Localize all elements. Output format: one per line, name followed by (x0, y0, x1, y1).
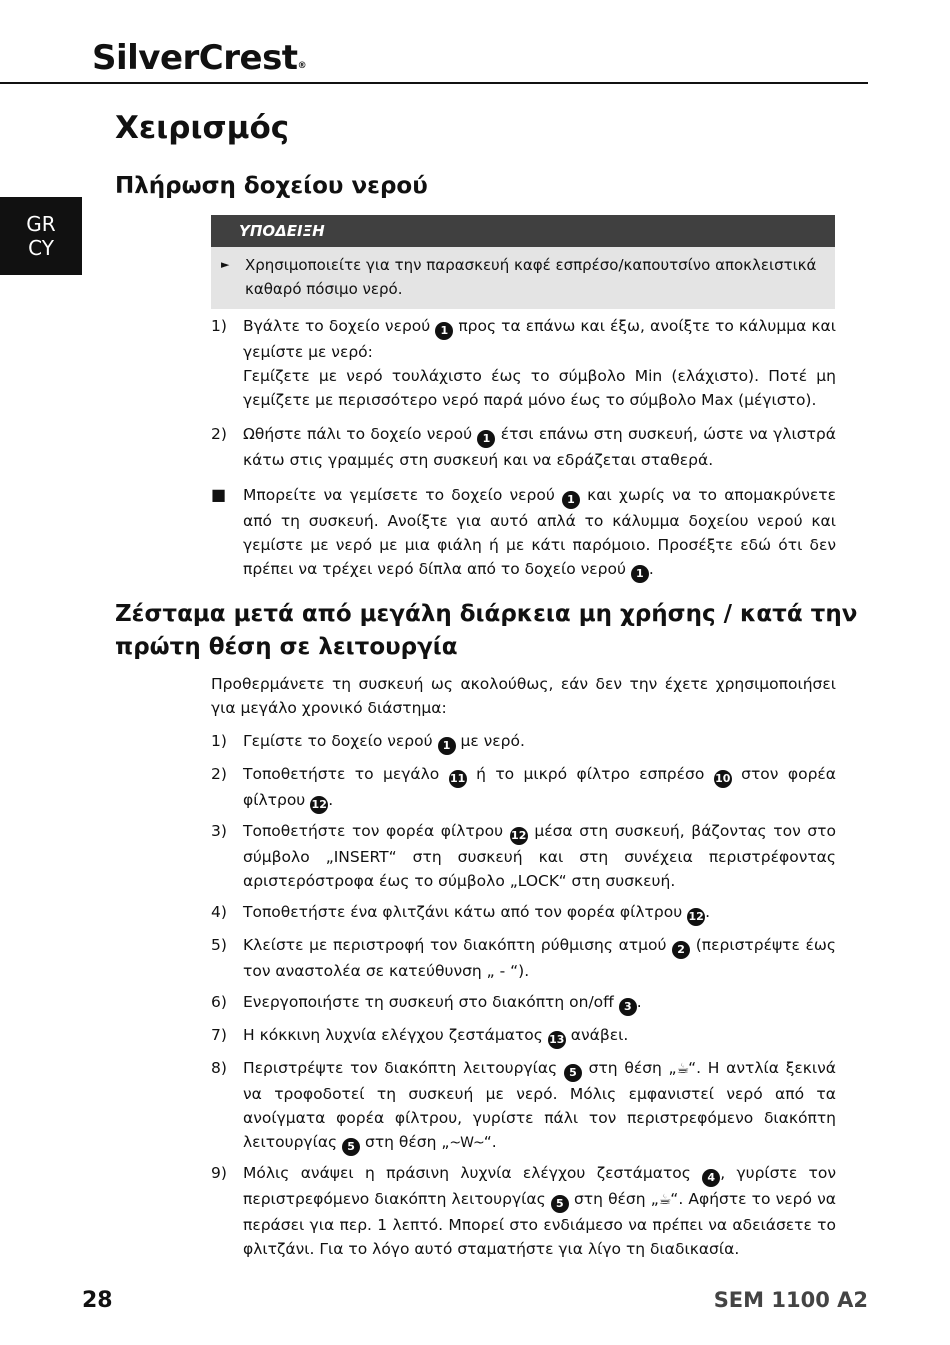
step-number: 4) (211, 903, 227, 921)
step-text: Τοποθετήστε τον φορέα φίλτρου (243, 822, 510, 840)
section-heading-fill: Πλήρωση δοχείου νερού (115, 173, 428, 199)
ref-badge: 5 (564, 1064, 582, 1082)
step-text (243, 900, 836, 926)
step-text: “. Αφήστε το νερό να περάσει για περ. 1 λεπτό. Μπορεί στο ενδιάμεσο να πρέπει να αδειάσετε το φλιτζάνι. Για το λόγο αυτό σταματήστε για λίγο τη διαδικασία. (243, 1190, 836, 1258)
step-text: Γεμίζετε με νερό τουλάχιστο έως το σύμβολο Min (ελάχιστο). Ποτέ μη γεμίζετε με περισσότερο νερό παρά μόνο έως το σύμβολο Max (μέγιστο). (243, 367, 836, 409)
ref-badge: 3 (619, 998, 637, 1016)
step-number: 1) (211, 317, 227, 335)
step-text: Μπορείτε να γεμίσετε το δοχείο νερού (243, 486, 562, 504)
page-number: 28 (82, 1288, 113, 1313)
step-text (243, 729, 836, 755)
step-text: Κλείστε με περιστροφή τον διακόπτη ρύθμισης ατμού (243, 936, 673, 954)
lang-code-gr: GR (26, 212, 56, 236)
list-item (211, 422, 836, 472)
step-text: Τοποθετήστε το μεγάλο (243, 765, 449, 783)
ref-badge: 12 (687, 908, 705, 926)
section-heading-preheat: Ζέσταμα μετά από μεγάλη διάρκεια μη χρήσης / κατά την πρώτη θέση σε λειτουργία (115, 601, 858, 660)
ref-badge: 1 (477, 430, 495, 448)
step-text (243, 819, 836, 893)
step-text: Η κόκκινη λυχνία ελέγχου ζεστάματος (243, 1026, 548, 1044)
step-text: στη θέση „ (360, 1133, 450, 1151)
step-text (243, 314, 836, 412)
step-text (243, 1023, 836, 1049)
step-number: 2) (211, 425, 227, 443)
list-item (211, 1056, 836, 1156)
step-text (243, 483, 836, 583)
language-tab (0, 197, 82, 275)
step-number: 6) (211, 993, 227, 1011)
step-text: “. Η αντλία ξεκινά να τροφοδοτεί τη συσκευή με νερό. Μόλις εμφανιστεί νερό από τα ανοίγματα φορέα φίλτρου, γυρίστε πάλι τον περιστρεφόμενο διακόπτη λειτουργίας (243, 1059, 836, 1151)
list-item (211, 762, 836, 814)
heat-symbol-icon: ~W~ (449, 1135, 484, 1151)
step-text (243, 1056, 836, 1156)
step-text: με νερό. (455, 732, 525, 750)
step-text (243, 762, 836, 814)
ref-badge: 13 (548, 1031, 566, 1049)
step-text: ανάβει. (565, 1026, 629, 1044)
step-number: 2) (211, 765, 227, 783)
intro-paragraph: Προθερμάνετε τη συσκευή ως ακολούθως, εάν δεν την έχετε χρησιμοποιήσει για μεγάλο χρονικό διάστημα: (211, 675, 836, 717)
list-item (211, 933, 836, 983)
step-text: Γεμίστε το δοχείο νερού (243, 732, 438, 750)
brand-logo: SilverCrest® (92, 38, 307, 78)
list-item (211, 729, 836, 755)
step-number: 5) (211, 936, 227, 954)
step-text (243, 990, 836, 1016)
step-text: Περιστρέψτε τον διακόπτη λειτουργίας (243, 1059, 564, 1077)
ref-badge: 5 (342, 1138, 360, 1156)
step-text: μέσα στη συσκευή, βάζοντας τον στο σύμβολο „INSERT“ στη συσκευή και στη συνέχεια περιστρέφοντας αριστερόστροφα έως το σύμβολο „LOCK“ στη συσκευή. (243, 822, 836, 890)
list-item (211, 1023, 836, 1049)
note-text: Χρησιμοποιείτε για την παρασκευή καφέ εσπρέσο/καπουτσίνο αποκλειστικά καθαρό πόσιμο νερό. (245, 256, 817, 298)
espresso-symbol-icon: ☕ (658, 1192, 671, 1208)
step-text: προς τα επάνω και έξω, ανοίξτε το κάλυμμα και γεμίστε με νερό: (243, 317, 836, 361)
lang-code-cy: CY (28, 236, 54, 260)
step-text: . (636, 993, 642, 1011)
step-text: Τοποθετήστε ένα φλιτζάνι κάτω από τον φορέα φίλτρου (243, 903, 688, 921)
ref-badge: 2 (672, 941, 690, 959)
note-box (211, 215, 835, 309)
step-text: , γυρίστε τον περιστρεφόμενο διακόπτη λειτουργίας (243, 1164, 836, 1208)
step-text: Ωθήστε πάλι το δοχείο νερού (243, 425, 478, 443)
step-text: και χωρίς να το απομακρύνετε από τη συσκευή. Ανοίξτε για αυτό απλά το κάλυμμα δοχείου νερού και γεμίστε με νερό με μια φιάλη ή με κάτι παρόμοιο. Προσέξτε εδώ ότι δεν πρέπει να τρέχει νερό δίπλα από το δοχείο νερού (243, 486, 836, 578)
step-text: . (705, 903, 711, 921)
ref-badge: 11 (449, 770, 467, 788)
step-text: στη θέση „ (581, 1059, 677, 1077)
step-text: . (648, 560, 654, 578)
step-text: Ενεργοποιήστε τη συσκευή στο διακόπτη on/off (243, 993, 619, 1011)
step-text (243, 1161, 836, 1261)
step-text: Βγάλτε το δοχείο νερού (243, 317, 436, 335)
ref-badge: 1 (562, 491, 580, 509)
tip-item (211, 483, 836, 583)
ref-badge: 1 (438, 737, 456, 755)
header-rule (0, 82, 868, 84)
espresso-symbol-icon: ☕ (676, 1061, 689, 1077)
ref-badge: 1 (435, 322, 453, 340)
step-number: 8) (211, 1059, 227, 1077)
step-text: . (328, 791, 334, 809)
step-text (243, 422, 836, 472)
ref-badge: 4 (702, 1169, 720, 1187)
page-title: Χειρισμός (115, 110, 290, 146)
step-text: ή το μικρό φίλτρο εσπρέσο (466, 765, 714, 783)
step-number: 7) (211, 1026, 227, 1044)
square-bullet-icon: ■ (211, 485, 227, 504)
step-text: στη θέση „ (568, 1190, 659, 1208)
list-item (211, 819, 836, 893)
ref-badge: 10 (714, 770, 732, 788)
model-number: SEM 1100 A2 (713, 1288, 868, 1312)
list-item (211, 314, 836, 412)
bullet-triangle-icon: ► (221, 258, 230, 271)
ref-badge: 5 (551, 1195, 569, 1213)
step-text: Μόλις ανάψει η πράσινη λυχνία ελέγχου ζεστάματος (243, 1164, 703, 1182)
note-body (211, 247, 835, 309)
step-text: (περιστρέψτε έως τον αναστολέα σε κατεύθυνση „ - “). (243, 936, 836, 980)
ref-badge: 1 (631, 565, 649, 583)
step-text: “. (483, 1133, 497, 1151)
step-number: 1) (211, 732, 227, 750)
note-label: ΥΠΟΔΕΙΞΗ (211, 215, 835, 247)
list-item (211, 900, 836, 926)
step-text: έτσι επάνω στη συσκευή, ώστε να γλιστρά κάτω στις γραμμές στη συσκευή και να εδράζεται σταθερά. (243, 425, 836, 469)
step-number: 3) (211, 822, 227, 840)
list-item (211, 1161, 836, 1261)
step-text: στον φορέα φίλτρου (243, 765, 837, 809)
list-item (211, 990, 836, 1016)
step-number: 9) (211, 1164, 227, 1182)
ref-badge: 12 (510, 827, 528, 845)
step-text (243, 933, 836, 983)
ref-badge: 12 (310, 796, 328, 814)
